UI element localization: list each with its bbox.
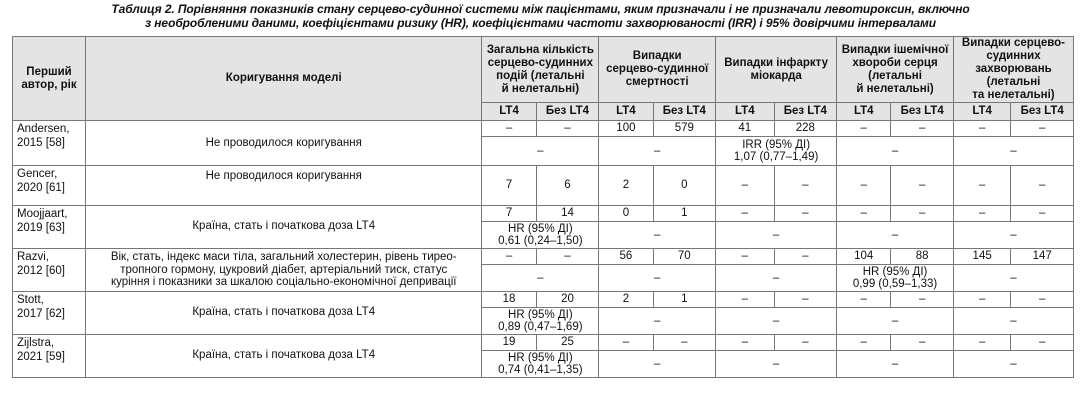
- raw-value: –: [837, 121, 891, 137]
- adjustment-cell: Не проводилося коригування: [86, 166, 482, 206]
- raw-value: –: [1011, 335, 1074, 351]
- adjustment-cell: Країна, стать і початкова доза LT4: [86, 206, 482, 249]
- subheader-lt4: LT4: [716, 103, 774, 121]
- raw-value: –: [653, 335, 716, 351]
- effect-value: –: [837, 137, 954, 166]
- raw-value: –: [953, 121, 1010, 137]
- raw-value: –: [891, 206, 954, 222]
- raw-value: 0: [653, 166, 716, 206]
- effect-value: IRR (95% ДІ) 1,07 (0,77–1,49): [716, 137, 837, 166]
- raw-value: –: [891, 335, 954, 351]
- effect-value: –: [599, 265, 716, 292]
- effect-value: HR (95% ДІ) 0,74 (0,41–1,35): [482, 351, 599, 378]
- adjustment-cell: Країна, стать і початкова доза LT4: [86, 335, 482, 378]
- raw-value: 56: [599, 249, 653, 265]
- raw-value: 7: [482, 206, 536, 222]
- effect-value: –: [953, 137, 1073, 166]
- effect-value: –: [599, 351, 716, 378]
- raw-value: –: [953, 166, 1010, 206]
- raw-value: 145: [953, 249, 1010, 265]
- table-caption: [0, 0, 1081, 32]
- raw-value: –: [891, 121, 954, 137]
- raw-value: –: [953, 292, 1010, 308]
- subheader-no-lt4: Без LT4: [774, 103, 837, 121]
- raw-value: –: [774, 292, 837, 308]
- raw-value: 104: [837, 249, 891, 265]
- raw-value: 7: [482, 166, 536, 206]
- raw-value: 2: [599, 166, 653, 206]
- raw-value: –: [716, 335, 774, 351]
- raw-value: 2: [599, 292, 653, 308]
- subheader-lt4: LT4: [599, 103, 653, 121]
- raw-value: 88: [891, 249, 954, 265]
- effect-value: –: [716, 308, 837, 335]
- raw-value: –: [536, 249, 599, 265]
- caption-line-2: з необробленими даними, коефіцієнтами ризику (HR), коефіцієнтами частоти захворюваності (IRR) і 95% довірчими інтервалами: [144, 16, 937, 30]
- raw-value: –: [837, 206, 891, 222]
- effect-value: –: [953, 308, 1073, 335]
- adjustment-cell: Вік, стать, індекс маси тіла, загальний холестерин, рівень тирео- тропного гормону, цукровий діабет, артеріальний тиск, статус куріння і показники за шкалою соціально-економічної депривації: [86, 249, 482, 292]
- effect-value: HR (95% ДІ) 0,99 (0,59–1,33): [837, 265, 954, 292]
- author-cell: Andersen, 2015 [58]: [13, 121, 86, 166]
- effect-value: –: [953, 351, 1073, 378]
- effect-value: –: [716, 351, 837, 378]
- effect-value: HR (95% ДІ) 0,61 (0,24–1,50): [482, 222, 599, 249]
- raw-value: 25: [536, 335, 599, 351]
- author-cell: Gencer, 2020 [61]: [13, 166, 86, 206]
- header-group-myocardial-infarction: Випадки інфаркту міокарда: [716, 37, 837, 103]
- raw-value: 19: [482, 335, 536, 351]
- table-row: [13, 292, 1074, 308]
- subheader-no-lt4: Без LT4: [1011, 103, 1074, 121]
- raw-value: –: [716, 249, 774, 265]
- raw-value: 100: [599, 121, 653, 137]
- adjustment-cell: Не проводилося коригування: [86, 121, 482, 166]
- raw-value: 14: [536, 206, 599, 222]
- raw-value: 1: [653, 206, 716, 222]
- effect-value: –: [837, 222, 954, 249]
- header-group-total-cv-events: Загальна кількість серцево-судинних подій (летальні й нелетальні): [482, 37, 599, 103]
- header-adjustment: Коригування моделі: [86, 37, 482, 121]
- header-group-ischemic-heart-disease: Випадки ішемічної хвороби серця (летальні й нелетальні): [837, 37, 954, 103]
- raw-value: 70: [653, 249, 716, 265]
- table-row: [13, 335, 1074, 351]
- raw-value: –: [774, 249, 837, 265]
- raw-value: 228: [774, 121, 837, 137]
- author-cell: Moojjaart, 2019 [63]: [13, 206, 86, 249]
- effect-value: –: [837, 351, 954, 378]
- raw-value: –: [599, 335, 653, 351]
- table-row: [13, 249, 1074, 265]
- effect-value: –: [716, 265, 837, 292]
- author-cell: Razvi, 2012 [60]: [13, 249, 86, 292]
- subheader-lt4: LT4: [837, 103, 891, 121]
- subheader-no-lt4: Без LT4: [653, 103, 716, 121]
- comparison-table: [12, 36, 1074, 378]
- table-row: [13, 166, 1074, 206]
- raw-value: –: [716, 166, 774, 206]
- raw-value: 20: [536, 292, 599, 308]
- subheader-no-lt4: Без LT4: [536, 103, 599, 121]
- raw-value: –: [774, 166, 837, 206]
- raw-value: –: [716, 206, 774, 222]
- raw-value: 147: [1011, 249, 1074, 265]
- subheader-no-lt4: Без LT4: [891, 103, 954, 121]
- header-author: Перший автор, рік: [13, 37, 86, 121]
- author-cell: Zijlstra, 2021 [59]: [13, 335, 86, 378]
- raw-value: 0: [599, 206, 653, 222]
- effect-value: –: [599, 222, 716, 249]
- raw-value: –: [774, 206, 837, 222]
- raw-value: –: [953, 335, 1010, 351]
- adjustment-cell: Країна, стать і початкова доза LT4: [86, 292, 482, 335]
- raw-value: –: [837, 292, 891, 308]
- table-row: [13, 206, 1074, 222]
- raw-value: –: [1011, 206, 1074, 222]
- effect-value: –: [599, 308, 716, 335]
- raw-value: 579: [653, 121, 716, 137]
- raw-value: –: [837, 335, 891, 351]
- author-cell: Stott, 2017 [62]: [13, 292, 86, 335]
- effect-value: –: [953, 222, 1073, 249]
- header-group-cv-diseases: Випадки серцево- судинних захворювань (летальні та нелетальні): [953, 37, 1073, 103]
- raw-value: –: [1011, 292, 1074, 308]
- effect-value: –: [482, 265, 599, 292]
- raw-value: –: [482, 249, 536, 265]
- raw-value: 18: [482, 292, 536, 308]
- effect-value: –: [482, 137, 599, 166]
- effect-value: –: [953, 265, 1073, 292]
- raw-value: –: [774, 335, 837, 351]
- raw-value: –: [837, 166, 891, 206]
- effect-value: –: [837, 308, 954, 335]
- effect-value: –: [716, 222, 837, 249]
- raw-value: –: [953, 206, 1010, 222]
- raw-value: 41: [716, 121, 774, 137]
- caption-line-1: Таблиця 2. Порівняння показників стану серцево-судинної системи між пацієнтами, яким призначали і не призначали левотироксин, включно: [111, 2, 970, 16]
- raw-value: –: [891, 166, 954, 206]
- subheader-lt4: LT4: [482, 103, 536, 121]
- subheader-lt4: LT4: [953, 103, 1010, 121]
- raw-value: 6: [536, 166, 599, 206]
- raw-value: –: [716, 292, 774, 308]
- effect-value: HR (95% ДІ) 0,89 (0,47–1,69): [482, 308, 599, 335]
- raw-value: –: [536, 121, 599, 137]
- raw-value: –: [1011, 166, 1074, 206]
- raw-value: –: [1011, 121, 1074, 137]
- raw-value: 1: [653, 292, 716, 308]
- header-group-cv-mortality: Випадки серцево-судинної смертності: [599, 37, 716, 103]
- raw-value: –: [891, 292, 954, 308]
- table-row: [13, 121, 1074, 137]
- raw-value: –: [482, 121, 536, 137]
- effect-value: –: [599, 137, 716, 166]
